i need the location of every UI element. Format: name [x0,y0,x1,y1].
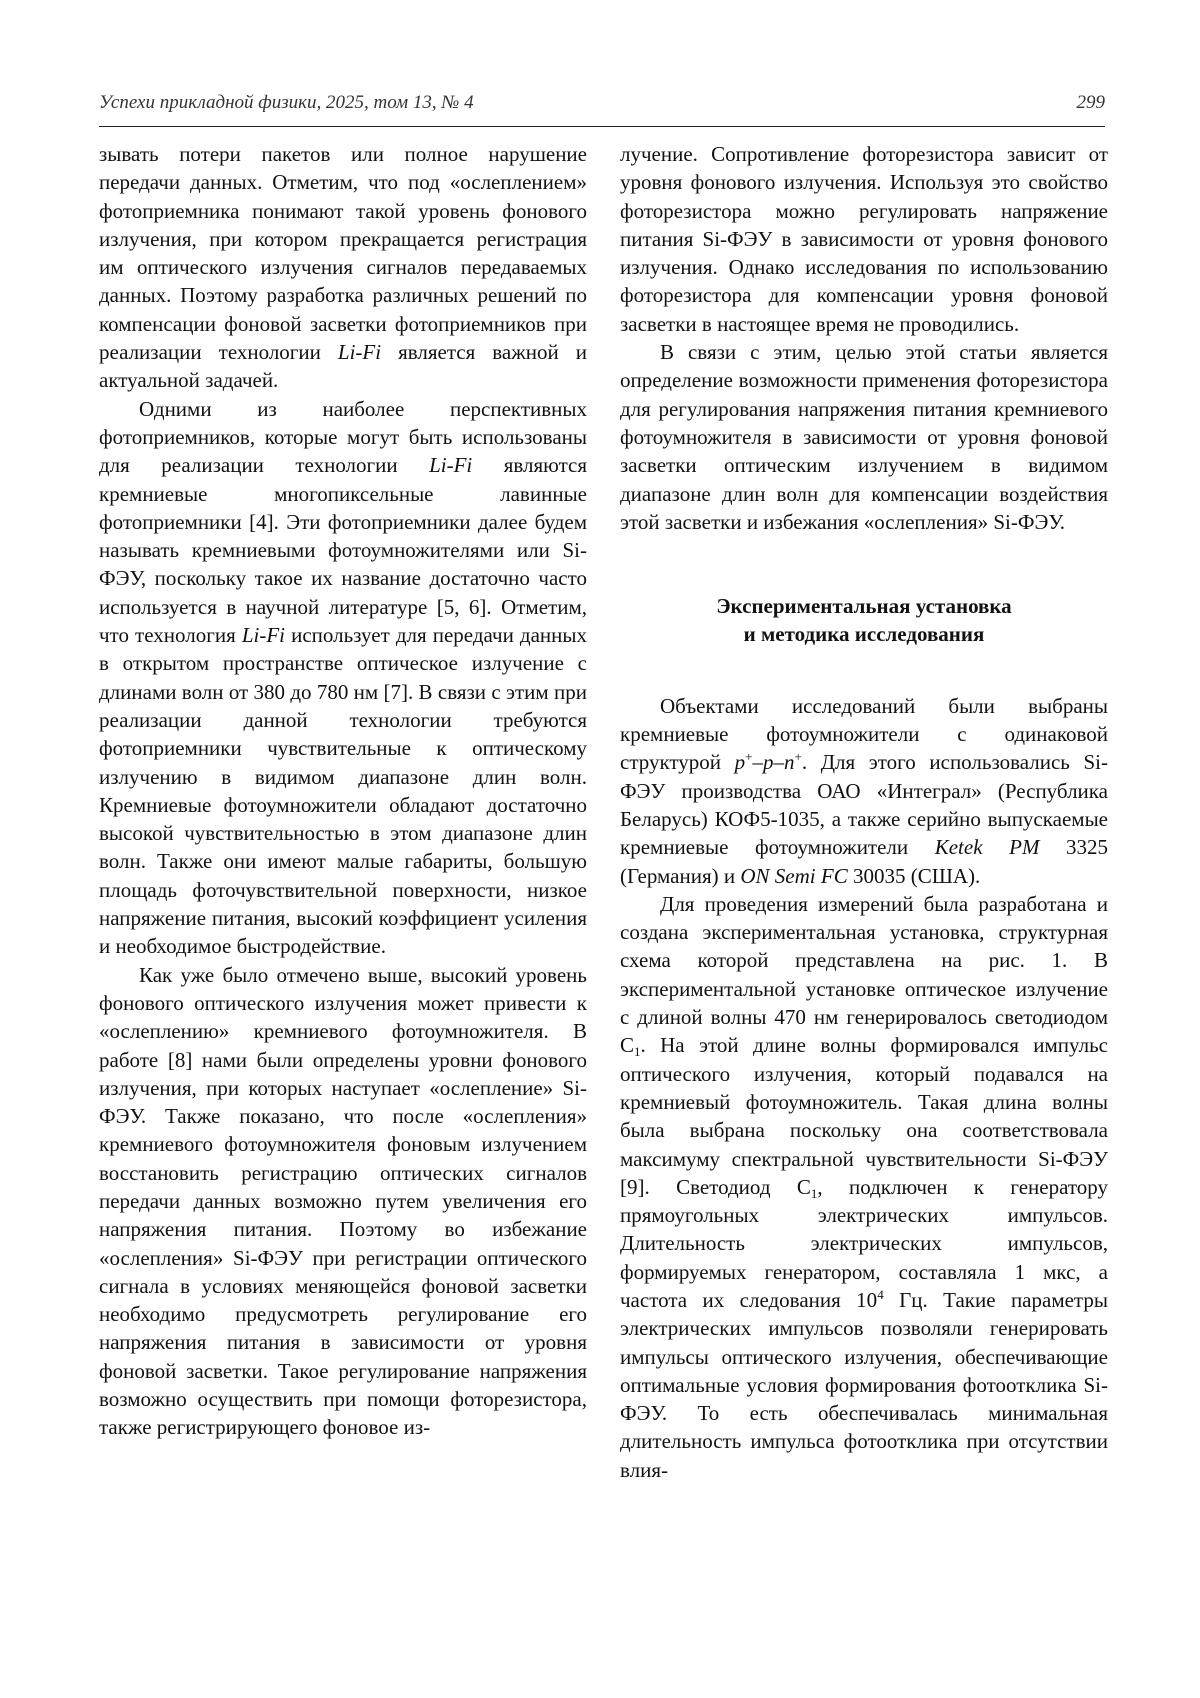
journal-citation: Успехи прикладной физики, 2025, том 13, № 4 [99,92,474,113]
running-header [99,86,1105,127]
paragraph: Одними из наиболее перспективных фотоприемников, которые могут быть использованы для реализации технологии Li-Fi являются кремниевые многопиксельные лавинные фотоприемники [4]. Эти фотоприемники далее будем называть кремниевыми фотоумножителями или Si-ФЭУ, поскольку такое их название достаточно часто используется в научной литературе [5, 6]. Отметим, что технология Li-Fi использует для передачи данных в открытом пространстве оптическое излучение с длинами волн от 380 до 780 нм [7]. В связи с этим при реализации данной технологии требуются фотоприемники чувствительные к оптическому излучению в видимом диапазоне длин волн. Кремниевые фотоумножители обладают достаточно высокой чувствительностью в этом диапазоне длин волн. Также они имеют малые габариты, большую площадь фоточувствительной поверхности, низкое напряжение питания, высокий коэффициент усиления и необходимое быстродействие. [99,396,587,959]
paragraph: Объектами исследований были выбраны кремниевые фотоумножители с одинаковой структурой p+–p–n+. Для этого использовались Si-ФЭУ производства ОАО «Интеграл» (Республика Беларусь) КОФ5-1035, а также серийно выпускаемые кремниевые фотоумножители Ketek PM 3325 (Германия) и ON Semi FC 30035 (США). [620,693,1109,888]
section-heading: Экспериментальная установка и методика исследования [716,594,1012,647]
paragraph: зывать потери пакетов или полное нарушение передачи данных. Отметим, что под «ослеплением» фотоприемника понимают такой уровень фонового излучения, при котором прекращается регистрация им оптического излучения сигналов передаваемых данных. Поэтому разработка различных решений по компенсации фоновой засветки фотоприемников при реализации технологии Li-Fi является важной и актуальной задачей. [99,142,587,393]
paragraph: лучение. Сопротивление фоторезистора зависит от уровня фонового излучения. Используя это свойство фоторезистора можно регулировать напряжение питания Si-ФЭУ в зависимости от уровня фонового излучения. Однако исследования по использованию фоторезистора для компенсации уровня фоновой засветки в настоящее время не проводились. [620,142,1108,336]
paragraph: В связи с этим, целью этой статьи является определение возможности применения фоторезистора для регулирования напряжения питания кремниевого фотоумножителя в зависимости от уровня фоновой засветки оптическим излучением в видимом диапазоне длин волн для компенсации воздействия этой засветки и избежания «ослепления» Si-ФЭУ. [620,340,1108,534]
page-number: 299 [1076,92,1105,113]
paragraph: Для проведения измерений была разработана и создана экспериментальная установка, структурная схема которой представлена на рис. 1. В экспериментальной установке оптическое излучение с длиной волны 470 нм генерировалось светодиодом $С_1$. На этой длине волны формировался импульс оптического излучения, который подавался на кремниевый фотоумножитель. Такая длина волны была выбрана поскольку она соответствовала максимуму спектральной чувствительности Si-ФЭУ [9]. Светодиод $С_1$, подключен к генератору прямоугольных электрических импульсов. Длительность электрических импульсов, формируемых генератором, составляла 1 мкс, а частота их следования $10^4$ Гц. Такие параметры электрических импульсов позволяли генерировать импульсы оптического излучения, обеспечивающие оптимальные условия формирования фотоотклика Si-ФЭУ. То есть обеспечивалась минимальная длительность импульса фотоотклика при отсутствии влия- [620,891,1108,1482]
left-column [99,140,587,1442]
right-column [620,140,1108,1484]
paragraph: Как уже было отмечено выше, высокий уровень фонового оптического излучения может привести к «ослеплению» кремниевого фотоумножителя. В работе [8] нами были определены уровни фонового излучения, при которых наступает «ослепление» Si-ФЭУ. Также показано, что после «ослепления» кремниевого фотоумножителя фоновым излучением восстановить регистрацию оптических сигналов передачи данных возможно путем увеличения его напряжения питания. Поэтому во избежание «ослепления» Si-ФЭУ при регистрации оптического сигнала в условиях меняющейся фоновой засветки необходимо предусмотреть регулирование его напряжения питания в зависимости от уровня фоновой засветки. Такое регулирование напряжения возможно осуществить при помощи фоторезистора, также регистрирующего фоновое из- [99,962,587,1440]
